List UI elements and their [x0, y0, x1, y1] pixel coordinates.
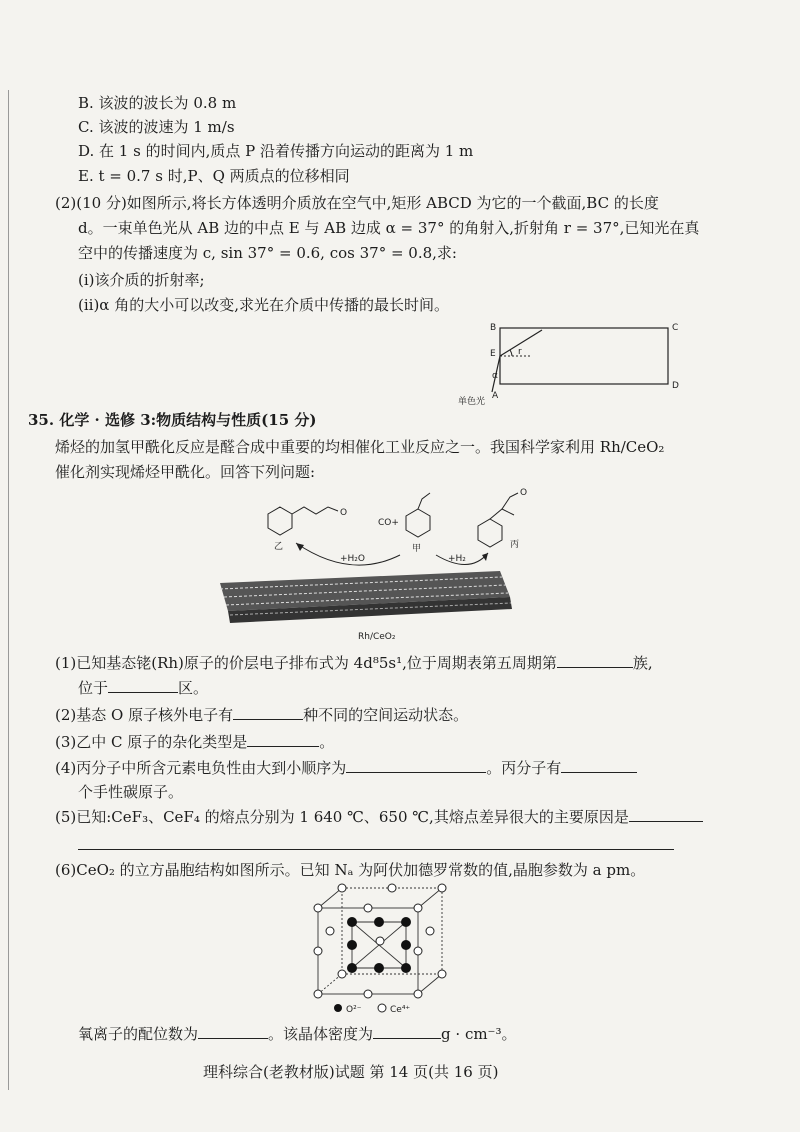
label-e: E — [490, 349, 496, 359]
label-d: D — [672, 381, 679, 391]
molecule-jia — [378, 493, 430, 554]
co-plus-label: CO+ — [378, 518, 399, 528]
molecule-bing — [478, 488, 527, 550]
label-jia: 甲 — [412, 544, 422, 554]
q2-text-a: (2)基态 O 原子核外电子有 — [55, 706, 234, 724]
q34-option-b: B. 该波的波长为 0.8 m — [78, 94, 237, 112]
q34-option-c: C. 该波的波速为 1 m/s — [78, 118, 235, 136]
label-c: C — [672, 323, 679, 333]
q4-text-a: (4)丙分子中所含元素电负性由大到小顺序为 — [55, 759, 347, 777]
answer-blank-q2[interactable] — [233, 704, 303, 720]
q35-intro-line2: 催化剂实现烯烃甲酰化。回答下列问题: — [55, 463, 316, 481]
catalyst-label: Rh/CeO₂ — [358, 632, 396, 642]
q1-text-d: 区。 — [178, 679, 209, 697]
q1-text-b: 族, — [632, 654, 653, 672]
legend-cerium: Ce⁴⁺ — [390, 1005, 411, 1015]
q34-sub-ii: (ⅱ)α 角的大小可以改变,求光在介质中传播的最长时间。 — [78, 296, 449, 314]
q35-q6: (6)CeO₂ 的立方晶胞结构如图所示。已知 Nₐ 为阿伏加德罗常数的值,晶胞参数为 a pm。 — [55, 861, 646, 879]
answer-blank-q5a[interactable] — [629, 806, 703, 822]
rectangle-abcd-figure — [458, 318, 690, 408]
q35-q2 — [55, 704, 468, 725]
answer-blank-q4-chiral[interactable] — [561, 757, 637, 773]
molecule-yi — [268, 507, 347, 552]
label-b: B — [490, 323, 497, 333]
oxygen-label: O — [340, 508, 348, 518]
label-alpha: α — [492, 371, 498, 381]
answer-blank-q3[interactable] — [247, 731, 319, 747]
q35-q5 — [55, 806, 703, 827]
h2-label: +H₂ — [448, 554, 466, 564]
q34-option-e: E. t = 0.7 s 时,P、Q 两质点的位移相同 — [78, 167, 350, 185]
q35-intro-line1: 烯烃的加氢甲酰化反应是醛合成中重要的均相催化工业反应之一。我国科学家利用 Rh/CeO₂ — [55, 438, 665, 456]
q35-q3 — [55, 731, 334, 752]
label-bing: 丙 — [510, 540, 520, 550]
q35-q1-cont — [78, 677, 208, 698]
answer-blank-q4-order[interactable] — [346, 757, 486, 773]
q34-sub-i: (ⅰ)该介质的折射率; — [78, 271, 205, 289]
answer-blank-q1-block[interactable] — [108, 677, 178, 693]
label-r: r — [518, 347, 522, 357]
q3-text-b: 。 — [319, 733, 335, 751]
label-yi: 乙 — [274, 542, 284, 552]
q35-q4 — [55, 757, 637, 778]
label-light: 单色光 — [458, 397, 486, 407]
answer-blank-q6-density[interactable] — [373, 1023, 441, 1039]
q34-part2-line2: d。一束单色光从 AB 边的中点 E 与 AB 边成 α = 37° 的角射入,折射角 r = 37°,已知光在真 — [78, 219, 700, 237]
q34-option-d: D. 在 1 s 的时间内,质点 P 沿着传播方向运动的距离为 1 m — [78, 142, 474, 160]
q34-part2-line3: 空中的传播速度为 c, sin 37° = 0.6, cos 37° = 0.8,求: — [78, 244, 457, 262]
q5-text-a: (5)已知:CeF₃、CeF₄ 的熔点分别为 1 640 ℃、650 ℃,其熔点差异很大的主要原因是 — [55, 808, 629, 826]
q35-q5-cont — [78, 834, 674, 855]
q35-title: 35. 化学 · 选修 3:物质结构与性质(15 分) — [28, 411, 317, 429]
q35-q1 — [55, 652, 653, 673]
h2o-label: +H₂O — [340, 554, 366, 564]
answer-blank-q1-group[interactable] — [557, 652, 633, 668]
q6-text-a: 氧离子的配位数为 — [78, 1025, 199, 1043]
q2-text-b: 种不同的空间运动状态。 — [303, 706, 469, 724]
oxygen-label-2: O — [520, 488, 528, 498]
binding-margin-line — [8, 90, 9, 1090]
q1-text-c: 位于 — [78, 679, 109, 697]
label-a: A — [492, 391, 499, 401]
q4-text-b: 。丙分子有 — [486, 759, 562, 777]
q6-text-c: g · cm⁻³。 — [441, 1025, 517, 1043]
q3-text-a: (3)乙中 C 原子的杂化类型是 — [55, 733, 248, 751]
answer-blank-q6-coord[interactable] — [198, 1023, 268, 1039]
q34-part2-line1: (2)(10 分)如图所示,将长方体透明介质放在空气中,矩形 ABCD 为它的一个截面,BC 的长度 — [55, 194, 659, 212]
page-footer: 理科综合(老教材版)试题 第 14 页(共 16 页) — [203, 1063, 499, 1081]
q6-text-b: 。该晶体密度为 — [268, 1025, 374, 1043]
ceo2-unit-cell — [306, 882, 456, 1017]
reaction-scheme — [200, 485, 600, 645]
catalyst-surface — [220, 571, 512, 623]
q1-text-a: (1)已知基态铑(Rh)原子的价层电子排布式为 4d⁸5s¹,位于周期表第五周期第 — [55, 654, 557, 672]
q35-q6-answer — [78, 1023, 517, 1044]
answer-blank-q5b[interactable] — [78, 834, 674, 850]
q4-text-c: 个手性碳原子。 — [78, 783, 184, 801]
legend-oxygen: O²⁻ — [346, 1005, 362, 1015]
